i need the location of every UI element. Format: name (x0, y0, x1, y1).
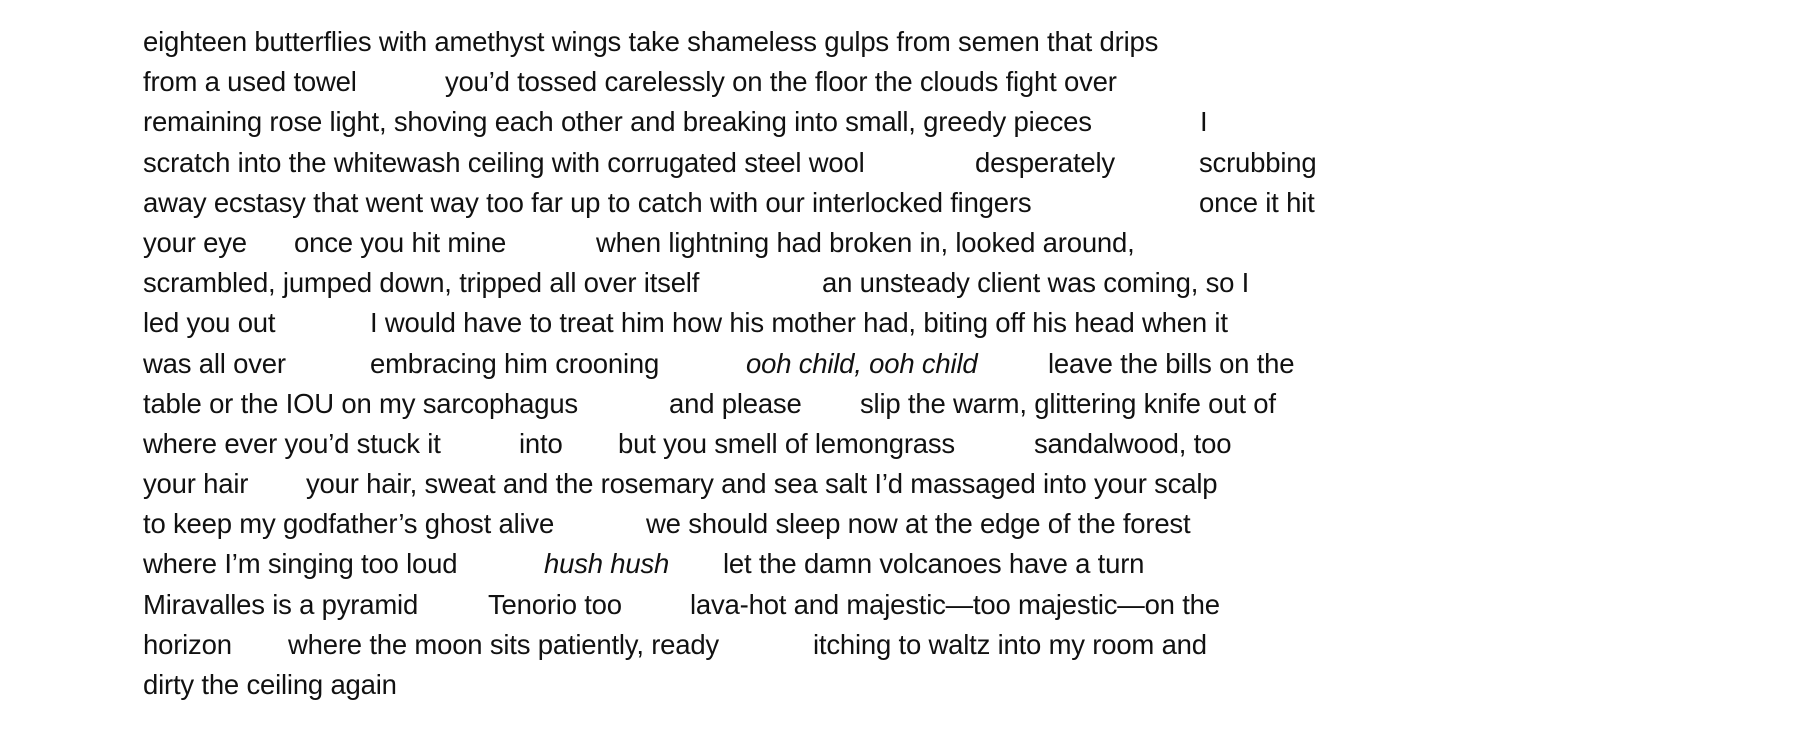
poem-line-segment: scrubbing (1199, 146, 1317, 178)
poem-line-segment: your hair (143, 468, 249, 500)
poem-line-segment: your hair, sweat and the rosemary and sea salt I’d massaged into your scalp (306, 468, 1218, 500)
poem-line-segment: lava-hot and majestic—too majestic—on the (690, 588, 1220, 620)
poem-line-segment: we should sleep now at the edge of the forest (646, 508, 1191, 540)
poem-line-segment: once it hit (1199, 186, 1315, 218)
poem-line-segment: remaining rose light, shoving each other and breaking into small, greedy pieces (143, 106, 1092, 138)
poem-line (143, 384, 1443, 424)
poem-line-segment: into (519, 427, 563, 459)
poem-line-segment: where I’m singing too loud (143, 548, 458, 580)
poem-line-segment-italic: hush hush (544, 548, 670, 580)
poem-line (143, 344, 1443, 384)
poem-line-segment: I would have to treat him how his mother had, biting off his head when it (370, 307, 1228, 339)
poem-line (143, 585, 1443, 625)
poem-line-segment: where the moon sits patiently, ready (288, 628, 719, 660)
poem-line-segment: led you out (143, 307, 276, 339)
poem-line (143, 22, 1443, 62)
poem-line-segment: when lightning had broken in, looked around, (596, 226, 1135, 258)
poem-line-segment: Miravalles is a pyramid (143, 588, 419, 620)
poem-line-segment: scratch into the whitewash ceiling with corrugated steel wool (143, 146, 865, 178)
poem-line (143, 183, 1443, 223)
poem-line (143, 62, 1443, 102)
poem-line (143, 504, 1443, 544)
poem-line-segment: embracing him crooning (370, 347, 660, 379)
poem-line-segment: itching to waltz into my room and (813, 628, 1207, 660)
poem-line-segment: was all over (143, 347, 286, 379)
poem-line-segment: an unsteady client was coming, so I (822, 267, 1250, 299)
poem-line (143, 143, 1443, 183)
poem-line-segment: let the damn volcanoes have a turn (723, 548, 1145, 580)
poem-line-segment: to keep my godfather’s ghost alive (143, 508, 555, 540)
poem-line-segment-italic: ooh child, ooh child (746, 347, 978, 379)
poem-line (143, 102, 1443, 142)
poem-line (143, 303, 1443, 343)
poem-line-segment: leave the bills on the (1048, 347, 1295, 379)
poem-line (143, 625, 1443, 665)
poem-line (143, 464, 1443, 504)
poem-line-segment: eighteen butterflies with amethyst wings take shameless gulps from semen that drips (143, 26, 1159, 57)
poem-line-segment: slip the warm, glittering knife out of (860, 387, 1276, 419)
poem-line (143, 665, 1443, 705)
poem-line-segment: sandalwood, too (1034, 427, 1232, 459)
poem-line (143, 424, 1443, 464)
poem-line-segment: your eye (143, 226, 247, 258)
poem-line-segment: but you smell of lemongrass (618, 427, 955, 459)
poem-text (143, 22, 1443, 705)
poem-line-segment: Tenorio too (488, 588, 622, 620)
poem-line-segment: I (1200, 106, 1208, 138)
poem-line-segment: dirty the ceiling again (143, 669, 397, 700)
poem-line (143, 223, 1443, 263)
poem-line (143, 544, 1443, 584)
poem-line-segment: scrambled, jumped down, tripped all over itself (143, 267, 700, 299)
poem-line-segment: once you hit mine (294, 226, 507, 258)
poem-line-segment: from a used towel (143, 66, 357, 98)
poem-line-segment: away ecstasy that went way too far up to catch with our interlocked fingers (143, 186, 1032, 218)
poem-line (143, 263, 1443, 303)
poem-line-segment: desperately (975, 146, 1115, 178)
poem-line-segment: where ever you’d stuck it (143, 427, 441, 459)
poem-line-segment: table or the IOU on my sarcophagus (143, 387, 578, 419)
poem-line-segment: you’d tossed carelessly on the floor the clouds fight over (445, 66, 1117, 98)
poem-line-segment: horizon (143, 628, 232, 660)
poem-line-segment: and please (669, 387, 802, 419)
